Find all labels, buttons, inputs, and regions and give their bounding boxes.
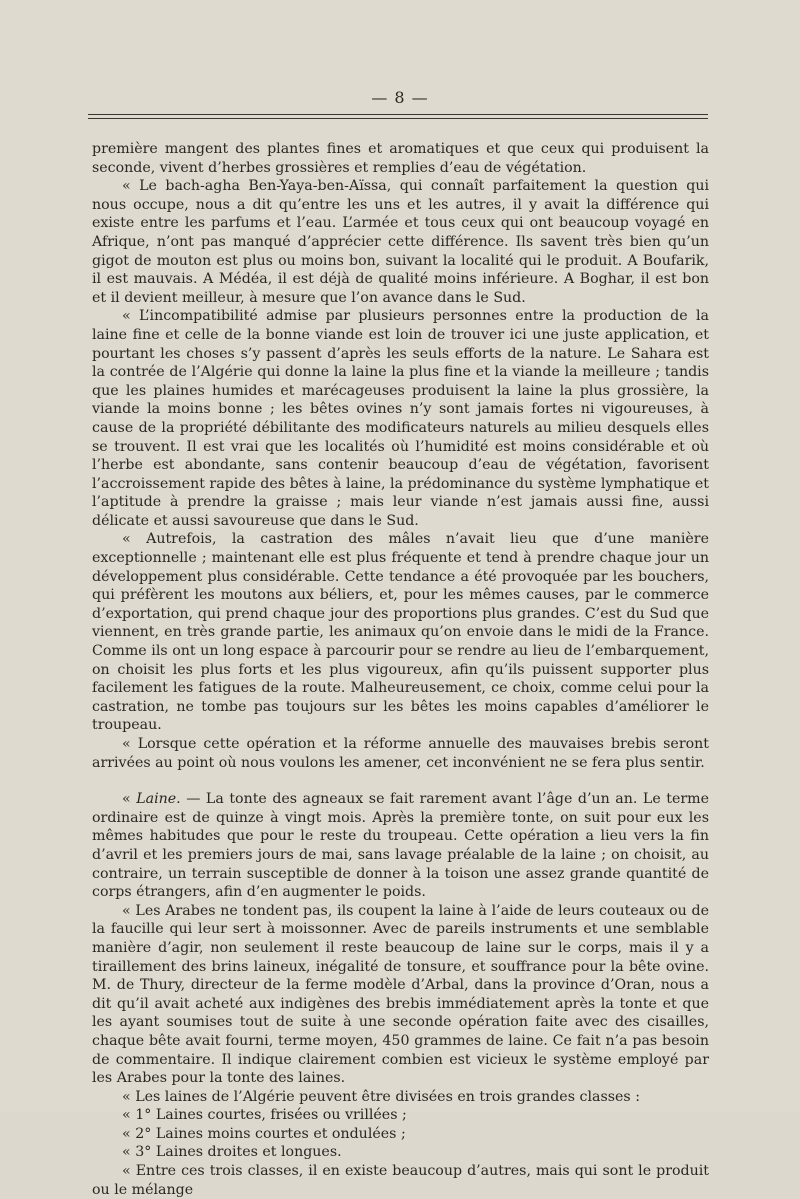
list-item: « 1° Laines courtes, frisées ou vrillées ; — [122, 1107, 407, 1124]
paragraph: première mangent des plantes fines et aromatiques et que ceux qui produisent la seconde, vivent d’herbes grossières et remplies d’eau de végétation. — [92, 141, 709, 176]
paragraph: « Entre ces trois classes, il en existe beaucoup d’autres, mais qui sont le produit ou le mélange — [92, 1163, 709, 1198]
list-item: « 3° Laines droites et longues. — [122, 1144, 342, 1161]
paragraph: « Autrefois, la castration des mâles n’avait lieu que d’une manière exceptionnelle ; maintenant elle est plus fréquente et tend à prendre chaque jour un développement plus considérable. Cette tendance a été provoquée par les bouchers, qui préfèrent les moutons aux béliers, et, pour les mêmes causes, par le commerce d’exportation, qui prend chaque jour des proportions plus grandes. C’est du Sud que viennent, en très grande partie, les animaux qu’on envoie dans le midi de la France. Comme ils ont un long espace à parcourir pour se rendre au lieu de l’embarquement, on choisit les plus forts et les plus vigoureux, afin qu’ils puissent supporter plus facilement les fatigues de la route. Malheureusement, ce choix, comme celui pour la castration, ne tombe pas toujours sur les bêtes les moins capables d’améliorer le troupeau. — [92, 531, 709, 734]
paragraph: « L’incompatibilité admise par plusieurs personnes entre la production de la laine fine et celle de la bonne viande est loin de trouver ici une juste application, et pourtant les choses s’y passent d’après les seuls efforts de la nature. Le Sahara est la contrée de l’Algérie qui donne la laine la plus fine et la viande la meilleure ; tandis que les plaines humides et marécageuses produisent la laine la plus grossière, la viande la moins bonne ; les bêtes ovines n’y sont jamais fortes ni vigoureuses, à cause de la propriété débilitante des modificateurs naturels au milieu desquels elles se trouvent. Il est vrai que les localités où l’humidité est moins considérable et où l’herbe est abondante, sans contenir beaucoup d’eau de végétation, favorisent l’accroissement rapide des bêtes à laine, la prédominance du système lymphatique et l’aptitude à prendre la graisse ; mais leur viande n’est jamais aussi fine, aussi délicate et aussi savoureuse que dans le Sud. — [92, 308, 709, 529]
body-text — [92, 140, 709, 1199]
paragraph-laine — [92, 790, 709, 902]
section-title-laine: Laine. — [136, 791, 181, 808]
paragraph: « Lorsque cette opération et la réforme annuelle des mauvaises brebis seront arrivées au point où nous voulons les amener, cet inconvénient ne se fera plus sentir. — [92, 736, 709, 771]
page-number: — 8 — — [371, 88, 429, 107]
paragraph: « Les laines de l’Algérie peuvent être divisées en trois grandes classes : — [122, 1088, 640, 1105]
header-rule-top — [88, 114, 708, 115]
list-item: « 2° Laines moins courtes et ondulées ; — [122, 1125, 406, 1142]
paragraph-laine-text: — La tonte des agneaux se fait rarement avant l’âge d’un an. Le terme ordinaire est de quinze à vingt mois. Après la première tonte, on suit pour eux les mêmes habitudes que pour le reste du troupeau. Cette opération a lieu vers la fin d’avril et les premiers jours de mai, sans lavage préalable de la laine ; on choisit, au contraire, un terrain susceptible de donner à la toison une assez grande quantité de corps étrangers, afin d’en augmenter le poids. — [92, 791, 709, 901]
quote-mark: « — [122, 791, 137, 808]
header-rule-bottom — [88, 118, 708, 119]
paragraph: « Le bach-agha Ben-Yaya-ben-Aïssa, qui connaît parfaitement la question qui nous occupe, nous a dit qu’entre les uns et les autres, il y avait la différence qui existe entre les parfums et l’eau. L’armée et tous ceux qui ont beaucoup voyagé en Afrique, n’ont pas manqué d’apprécier cette différence. Ils savent très bien qu’un gigot de mouton est plus ou moins bon, suivant la localité qui le produit. A Boufarik, il est mauvais. A Médéa, il est déjà de qualité moins inférieure. A Boghar, il est bon et il devient meilleur, à mesure que l’on avance dans le Sud. — [92, 178, 709, 306]
paragraph: « Les Arabes ne tondent pas, ils coupent la laine à l’aide de leurs couteaux ou de la faucille qui leur sert à moissonner. Avec de pareils instruments et une semblable manière d’agir, non seulement il reste beaucoup de laine sur le corps, mais il y a tiraillement des brins laineux, inégalité de tonsure, et souffrance pour la bête ovine. M. de Thury, directeur de la ferme modèle d’Arbal, dans la province d’Oran, nous a dit qu’il avait acheté aux indigènes des brebis immédiatement après la tonte et que les ayant soumises tout de suite à une seconde opération faite avec des cisailles, chaque bête avait fourni, terme moyen, 450 grammes de laine. Ce fait n’a pas besoin de commentaire. Il indique clairement combien est vicieux le système employé par les Arabes pour la tonte des laines. — [92, 902, 709, 1087]
